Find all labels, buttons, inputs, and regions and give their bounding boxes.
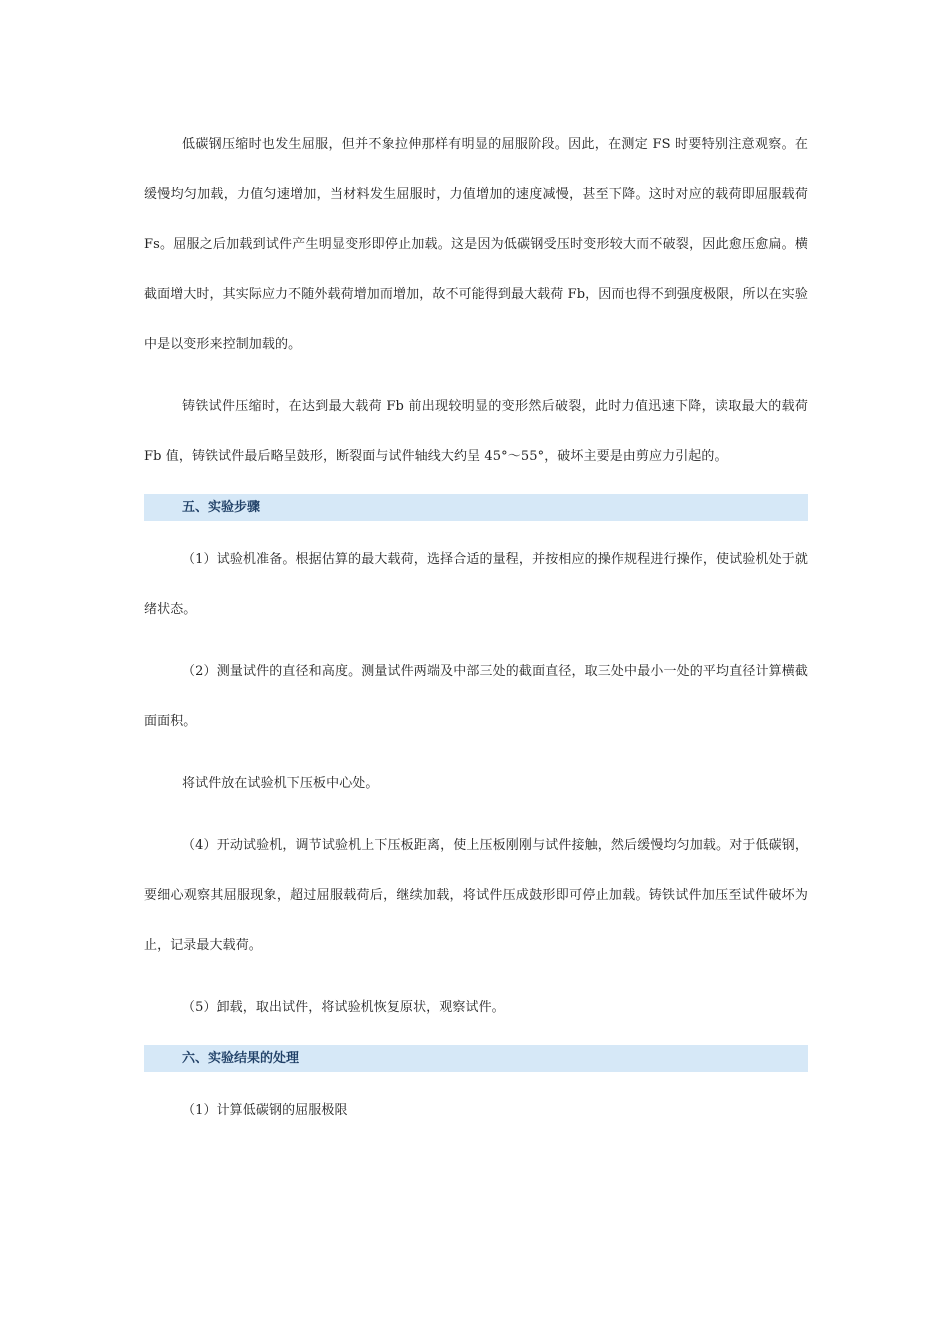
paragraph-cast-iron: 铸铁试件压缩时，在达到最大载荷 Fb 前出现较明显的变形然后破裂，此时力值迅速下降，读取最大的载荷 Fb 值，铸铁试件最后略呈鼓形，断裂面与试件轴线大约呈 45°～55°，破坏主要是由剪应力引起的。	[144, 399, 808, 464]
paragraph-low-carbon-steel: 低碳钢压缩时也发生屈服，但并不象拉伸那样有明显的屈服阶段。因此，在测定 FS 时要特别注意观察。在缓慢均匀加载，力值匀速增加，当材料发生屈服时，力值增加的速度减慢，甚至下降。这时对应的载荷即屈服载荷 Fs。屈服之后加载到试件产生明显变形即停止加载。这是因为低碳钢受压时变形较大而不破裂，因此愈压愈扁。横截面增大时，其实际应力不随外载荷增加而增加，故不可能得到最大载荷 Fb，因而也得不到强度极限，所以在实验中是以变形来控制加载的。	[144, 137, 808, 352]
step-5: （5）卸载，取出试件，将试验机恢复原状，观察试件。	[182, 1000, 505, 1015]
document-content	[144, 120, 808, 1148]
step-4: （4）开动试验机，调节试验机上下压板距离，使上压板刚刚与试件接触，然后缓慢均匀加载。对于低碳钢，要细心观察其屈服现象，超过屈服载荷后，继续加载，将试件压成鼓形即可停止加载。铸铁试件加压至试件破坏为止，记录最大载荷。	[144, 838, 808, 953]
section-header-experiment-steps: 五、实验步骤	[144, 494, 808, 521]
section-header-result-processing: 六、实验结果的处理	[144, 1045, 808, 1072]
step-3: 将试件放在试验机下压板中心处。	[182, 776, 379, 791]
result-item-1: （1）计算低碳钢的屈服极限	[182, 1103, 348, 1118]
step-2: （2）测量试件的直径和高度。测量试件两端及中部三处的截面直径，取三处中最小一处的平均直径计算横截面面积。	[144, 664, 808, 729]
step-1: （1）试验机准备。根据估算的最大载荷，选择合适的量程，并按相应的操作规程进行操作，使试验机处于就绪状态。	[144, 552, 808, 617]
